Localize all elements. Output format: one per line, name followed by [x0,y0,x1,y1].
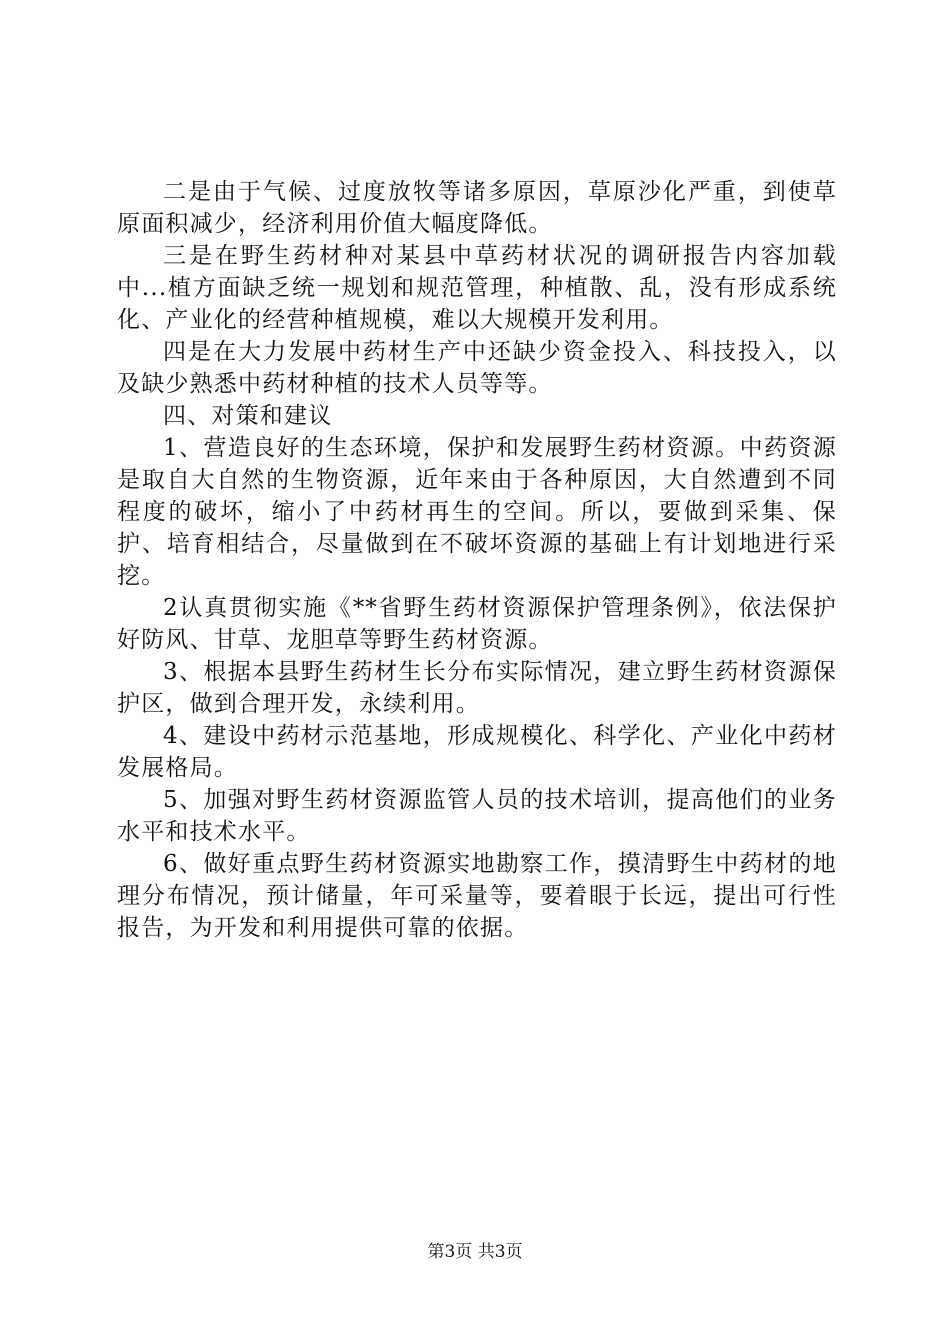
document-body [117,176,837,944]
section-heading-countermeasures: 四、对策和建议 [163,403,333,429]
paragraph-suggestion-2: 2认真贯彻实施《**省野生药材资源保护管理条例》，依法保护好防风、甘草、龙胆草等野生药材资源。 [117,595,837,653]
paragraph-suggestion-6: 6、做好重点野生药材资源实地勘察工作，摸清野生中药材的地理分布情况，预计储量，年可采量等，要着眼于长远，提出可行性报告，为开发和利用提供可靠的依据。 [117,851,837,941]
paragraph-suggestion-4: 4、建设中药材示范基地，形成规模化、科学化、产业化中药材发展格局。 [117,723,837,781]
paragraph-point-three: 三是在野生药材种对某县中草药材状况的调研报告内容加载中...植方面缺乏统一规划和规范管理，种植散、乱，没有形成系统化、产业化的经营种植规模，难以大规模开发利用。 [117,243,837,333]
paragraph-suggestion-5: 5、加强对野生药材资源监管人员的技术培训，提高他们的业务水平和技术水平。 [117,787,837,845]
page-footer [0,1240,950,1264]
paragraph-point-two: 二是由于气候、过度放牧等诸多原因，草原沙化严重，到使草原面积减少，经济利用价值大幅度降低。 [117,179,837,237]
paragraph-suggestion-3: 3、根据本县野生药材生长分布实际情况，建立野生药材资源保护区，做到合理开发，永续利用。 [117,659,837,717]
paragraph-suggestion-1: 1、营造良好的生态环境，保护和发展野生药材资源。中药资源是取自大自然的生物资源，近年来由于各种原因，大自然遭到不同程度的破坏，缩小了中药材再生的空间。所以，要做到采集、保护、培育相结合，尽量做到在不破坏资源的基础上有计划地进行采挖。 [117,435,837,589]
paragraph-point-four: 四是在大力发展中药材生产中还缺少资金投入、科技投入，以及缺少熟悉中药材种植的技术人员等等。 [117,339,837,397]
page-number-label: 第3页 共3页 [427,1242,523,1262]
